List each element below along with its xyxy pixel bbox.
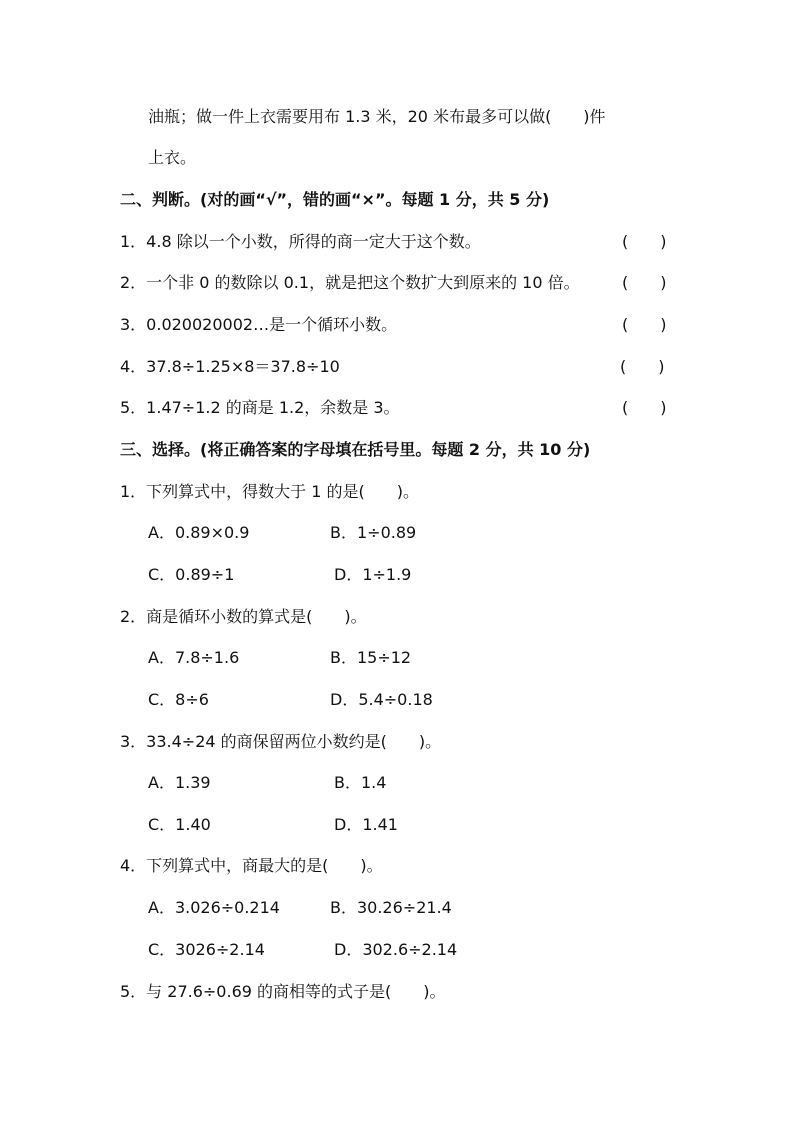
- choice-2-option-a: A．7.8÷1.6: [148, 648, 240, 667]
- choice-4-option-a: A．3.026÷0.214: [148, 898, 280, 917]
- choice-2-option-c: C．8÷6: [148, 690, 209, 709]
- choice-question-4: 4．下列算式中，商最大的是( )。: [120, 856, 383, 875]
- choice-1-option-a: A．0.89×0.9: [148, 523, 250, 542]
- continuation-line-1: 油瓶；做一件上衣需要用布 1.3 米，20 米布最多可以做( )件: [148, 107, 606, 126]
- judge-item-4: 4．37.8÷1.25×8＝37.8÷10: [120, 357, 340, 376]
- choice-3-option-b: B．1.4: [334, 773, 387, 792]
- choice-question-3: 3．33.4÷24 的商保留两位小数约是( )。: [120, 732, 442, 751]
- choice-4-option-c: C．3026÷2.14: [148, 940, 265, 959]
- continuation-line-2: 上衣。: [148, 148, 197, 167]
- choice-1-option-d: D．1÷1.9: [334, 565, 412, 584]
- choice-3-option-c: C．1.40: [148, 815, 211, 834]
- choice-3-option-a: A．1.39: [148, 773, 211, 792]
- judge-answer-blank-2[interactable]: ( ): [622, 273, 667, 292]
- section-3-heading: 三、选择。(将正确答案的字母填在括号里。每题 2 分，共 10 分): [120, 440, 591, 459]
- judge-answer-blank-3[interactable]: ( ): [622, 315, 667, 334]
- judge-item-2: 2．一个非 0 的数除以 0.1，就是把这个数扩大到原来的 10 倍。: [120, 273, 580, 292]
- choice-1-option-b: B．1÷0.89: [330, 523, 417, 542]
- choice-question-5: 5．与 27.6÷0.69 的商相等的式子是( )。: [120, 982, 446, 1001]
- choice-question-2: 2．商是循环小数的算式是( )。: [120, 607, 367, 626]
- choice-2-option-d: D．5.4÷0.18: [330, 690, 433, 709]
- choice-3-option-d: D．1.41: [334, 815, 398, 834]
- choice-4-option-b: B．30.26÷21.4: [330, 898, 452, 917]
- judge-item-1: 1．4.8 除以一个小数，所得的商一定大于这个数。: [120, 232, 481, 251]
- choice-question-1: 1．下列算式中，得数大于 1 的是( )。: [120, 482, 420, 501]
- choice-4-option-d: D．302.6÷2.14: [334, 940, 458, 959]
- judge-answer-blank-1[interactable]: ( ): [622, 232, 667, 251]
- judge-item-5: 5．1.47÷1.2 的商是 1.2，余数是 3。: [120, 398, 400, 417]
- judge-answer-blank-5[interactable]: ( ): [622, 398, 667, 417]
- choice-1-option-c: C．0.89÷1: [148, 565, 235, 584]
- judge-answer-blank-4[interactable]: ( ): [620, 357, 665, 376]
- choice-2-option-b: B．15÷12: [330, 648, 412, 667]
- judge-item-3: 3．0.020020002…是一个循环小数。: [120, 315, 398, 334]
- section-2-heading: 二、判断。(对的画“√”，错的画“×”。每题 1 分，共 5 分): [120, 190, 550, 209]
